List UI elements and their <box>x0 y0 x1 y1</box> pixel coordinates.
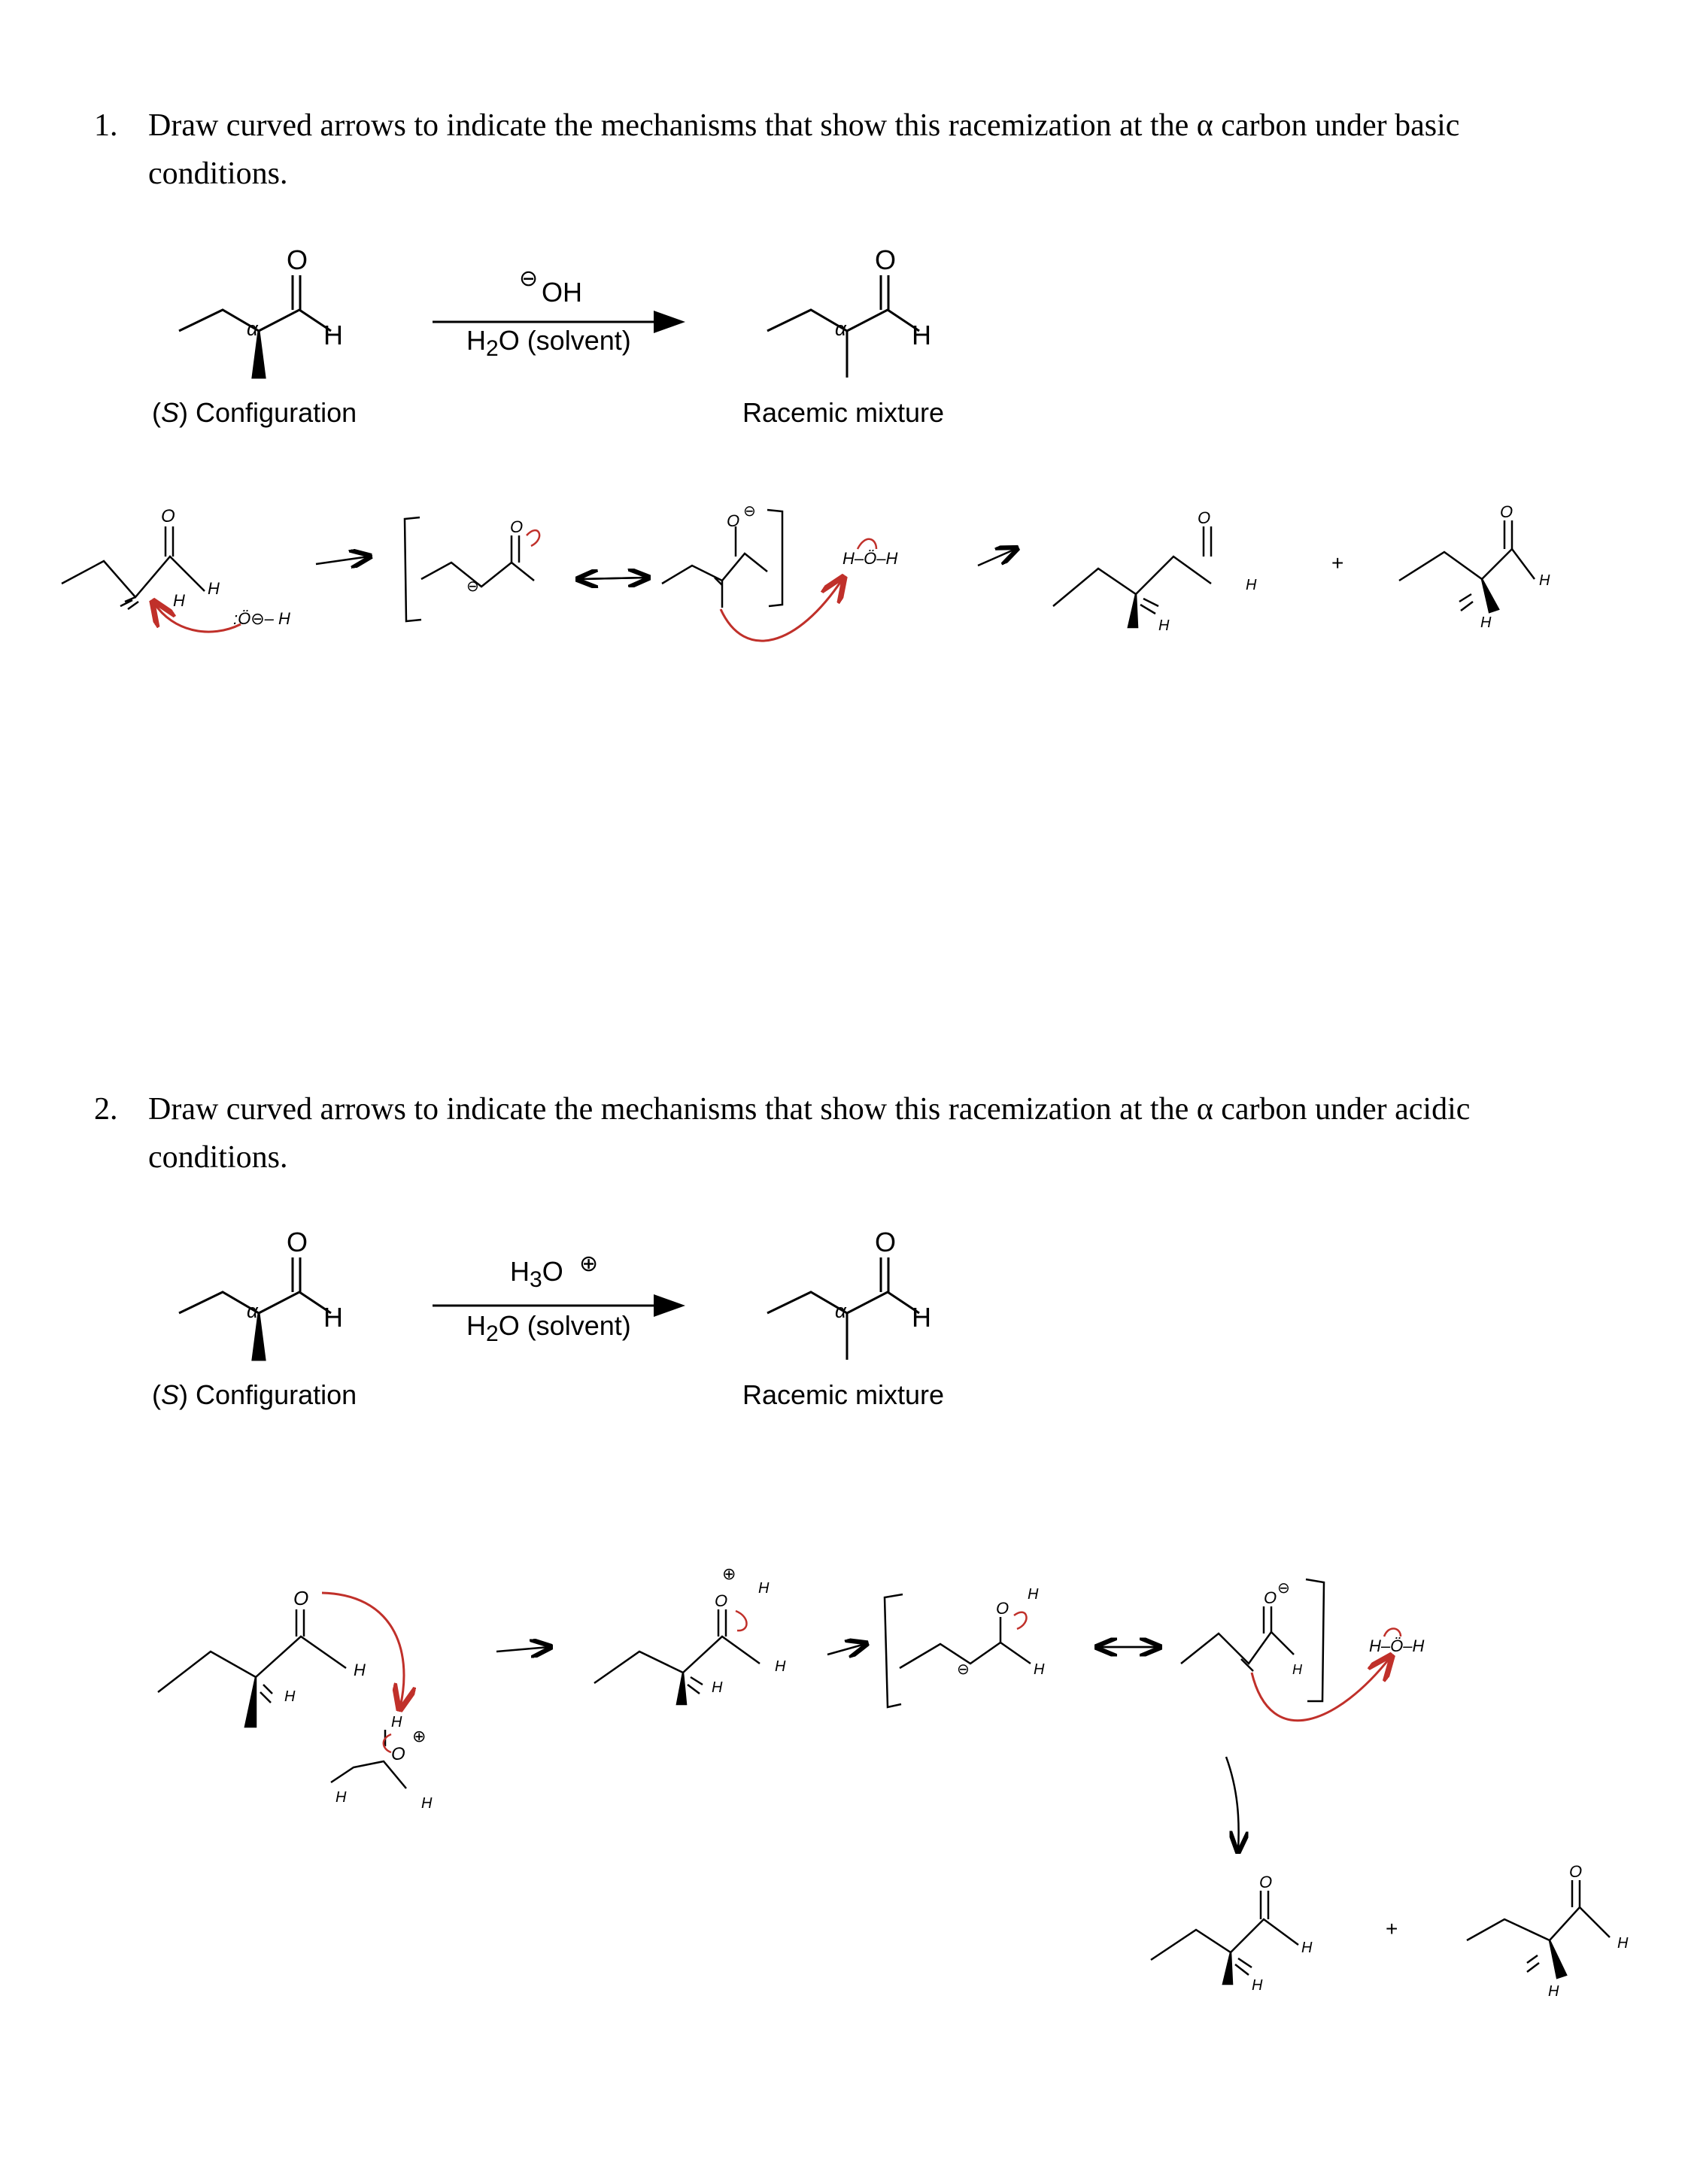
q1-product-enantiomer-2 <box>1399 520 1535 612</box>
q2-oxonium-arrow <box>736 1611 747 1630</box>
q1-reactant-alpha: α <box>247 317 258 340</box>
q1-plus: + <box>1331 551 1344 575</box>
q2-reprotonation-arrow <box>1252 1658 1390 1721</box>
q2-step1-reactant <box>158 1609 406 1788</box>
q2-p1-oxygen: O <box>1259 1873 1273 1891</box>
q1-step-arrow-1 <box>316 557 369 564</box>
q1-enolate-oxygen-1: O <box>510 517 524 536</box>
q1-enolate-oxygen-2: O <box>727 511 740 530</box>
q2-reagent-solvent: $H_2O$ (solvent) <box>466 1310 631 1347</box>
q1-resonance-arrow <box>527 530 539 546</box>
question-1-line-1: Draw curved arrows to indicate the mechanisms that show this racemization at the α carbon under basic <box>148 108 1460 143</box>
q1-enolate-o-charge: ⊖ <box>743 503 756 520</box>
question-2-line-1: Draw curved arrows to indicate the mechanisms that show this racemization at the α carbon under acidic <box>148 1092 1471 1127</box>
q2-enol-resonance <box>885 1579 1324 1707</box>
question-2-line-2: conditions. <box>148 1140 288 1175</box>
q2-reactant-oxygen: O <box>287 1227 308 1257</box>
q1-reactant-oxygen: O <box>287 244 308 275</box>
q1-water: H–Ö–H <box>842 549 898 568</box>
q1-step1-hydrogen-alpha: H <box>173 591 185 610</box>
q2-reactant-hydrogen: H <box>323 1302 343 1333</box>
q2-reactant-alpha: α <box>247 1300 258 1322</box>
q1-reagent-top: OH <box>542 277 582 308</box>
q2-reactant-caption: (S) Configuration <box>152 1379 357 1410</box>
q2-s1-hydronium-h3: H <box>421 1795 433 1812</box>
q2-product-hydrogen: H <box>912 1302 931 1333</box>
q1-step1-hydrogen-ald: H <box>208 579 220 598</box>
q2-enol-o-charge: ⊖ <box>1277 1580 1290 1597</box>
q2-oxonium-charge: ⊕ <box>722 1564 736 1583</box>
q1-reagent-solvent: $H_2O$ (solvent) <box>466 325 631 362</box>
q1-product-oxygen: O <box>875 244 897 275</box>
q2-plus: + <box>1386 1917 1398 1940</box>
q1-product-hydrogen: H <box>912 320 931 350</box>
q2-enol-o-2: O <box>1264 1588 1277 1607</box>
q1-p1-hydrogen-1: H <box>1158 617 1170 634</box>
q1-step-arrow-2 <box>978 549 1016 566</box>
q2-s1-hydronium-h2: H <box>335 1789 347 1806</box>
q2-s1-hydronium-charge: ⊕ <box>412 1727 427 1746</box>
q2-step-arrow-down <box>1226 1757 1239 1850</box>
q1-reactant-hydrogen: H <box>323 320 343 350</box>
q2-p2-hydrogen-1: H <box>1548 1983 1559 2000</box>
q1-p1-hydrogen-2: H <box>1246 577 1257 593</box>
q1-product-enantiomer-1 <box>1053 526 1211 627</box>
q2-protonation-arrow <box>322 1593 404 1707</box>
q2-reagent-top: $H_3O$ <box>510 1256 563 1293</box>
q2-product-alpha: α <box>835 1300 846 1322</box>
q2-enol-charge: ⊖ <box>957 1661 970 1678</box>
q1-enolate-charge: ⊖ <box>466 578 479 595</box>
q1-enolate-resonance <box>405 510 782 621</box>
q1-step1-deprotonation-arrow <box>154 603 241 632</box>
q2-s1-hydronium-h1: H <box>391 1714 402 1731</box>
q2-p1-hydrogen-2: H <box>1301 1940 1313 1956</box>
q2-s1-hydrogen-ald: H <box>354 1661 366 1679</box>
q1-reactant-caption: (S) Configuration <box>152 397 357 428</box>
q2-s1-oxygen: O <box>293 1587 309 1609</box>
q2-p2-oxygen: O <box>1569 1862 1583 1881</box>
q2-enol-o-1: O <box>996 1599 1009 1618</box>
q2-resonance-arrow <box>1014 1612 1026 1629</box>
q2-enol-h-1: H <box>1028 1586 1039 1603</box>
q2-oxonium-h-ald: H <box>775 1658 786 1675</box>
q2-p1-hydrogen-1: H <box>1252 1977 1263 1994</box>
q2-product-caption: Racemic mixture <box>742 1379 945 1410</box>
q2-enol-h-3: H <box>1292 1662 1302 1677</box>
question-1-line-2: conditions. <box>148 156 288 191</box>
q2-water: H–Ö–H <box>1369 1636 1425 1655</box>
question-2-number: 2. <box>94 1092 118 1127</box>
q2-oxonium-h: H <box>758 1580 770 1597</box>
q1-step1-oxygen: O <box>161 506 175 526</box>
q2-step-arrow-1 <box>496 1647 549 1652</box>
q2-oxonium <box>594 1609 760 1704</box>
q1-product-caption: Racemic mixture <box>742 397 945 428</box>
q2-water-arrow <box>1384 1628 1401 1636</box>
q2-step-arrow-2 <box>827 1644 865 1655</box>
q1-p2-oxygen: O <box>1500 502 1513 521</box>
q2-s1-hydronium-o: O <box>391 1744 405 1764</box>
q2-p2-hydrogen-2: H <box>1617 1935 1629 1952</box>
q2-enol-h-2: H <box>1034 1661 1045 1678</box>
q1-product-alpha: α <box>835 317 846 340</box>
q2-product-oxygen: O <box>875 1227 897 1257</box>
q1-step1-hydroxide: :Ö⊖– H <box>233 609 290 628</box>
q2-product-enantiomer-2 <box>1467 1880 1610 1978</box>
q1-minus-charge: ⊖ <box>519 266 539 291</box>
q2-product-enantiomer-1 <box>1151 1891 1298 1984</box>
q1-p2-hydrogen-2: H <box>1539 572 1550 589</box>
q1-water-arrow <box>858 539 876 549</box>
q2-s1-hydrogen-alpha: H <box>284 1688 296 1705</box>
q2-plus-charge: ⊕ <box>579 1251 599 1276</box>
q1-p2-hydrogen-1: H <box>1480 614 1492 631</box>
q2-oxonium-h-alpha: H <box>712 1679 723 1696</box>
q2-oxonium-o: O <box>715 1591 728 1610</box>
q1-p1-oxygen: O <box>1198 508 1211 527</box>
question-1-number: 1. <box>94 108 118 143</box>
